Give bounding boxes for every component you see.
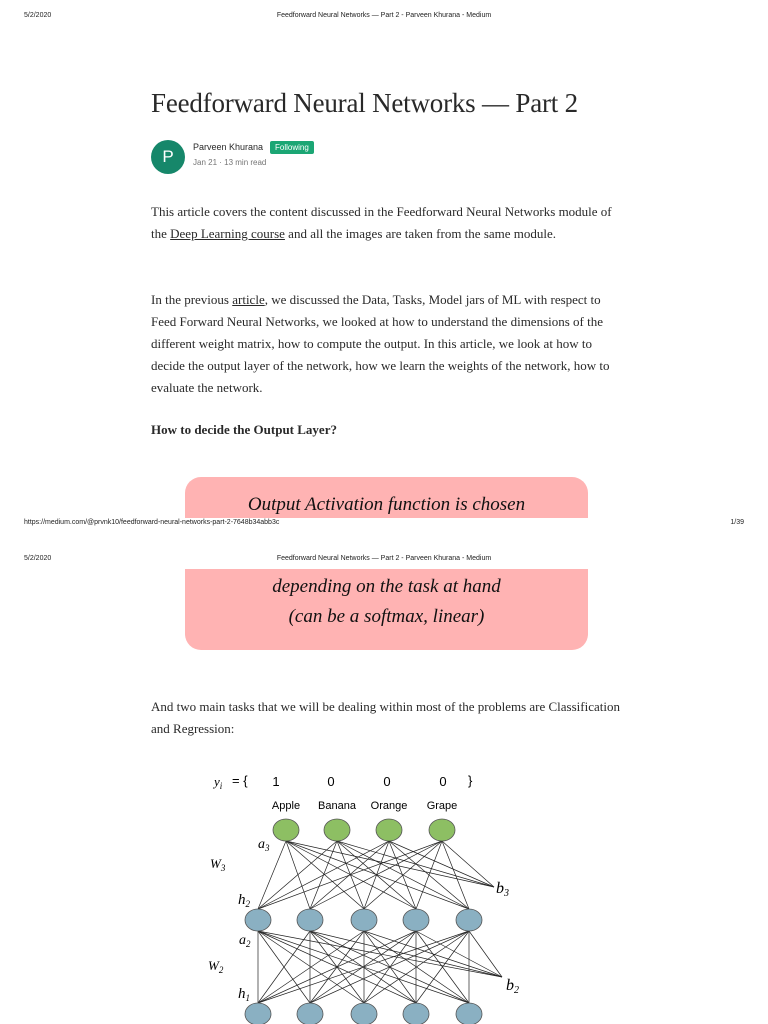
y-close-brace: } [468, 773, 473, 788]
paragraph-tasks: And two main tasks that we will be dealing within most of the problems are Classification and Regression: [151, 699, 620, 736]
output-node [324, 819, 350, 841]
print-date: 5/2/2020 [24, 12, 52, 19]
hidden-node-layer2 [456, 909, 482, 931]
hidden-node-layer2 [297, 909, 323, 931]
bias-edge [258, 931, 502, 977]
callout-line-1: Output Activation function is chosen [247, 494, 526, 515]
print-url: https://medium.com/@prvnk10/feedforward-neural-networks-part-2-7648b34abb3c [24, 519, 280, 526]
print-doc-title: Feedforward Neural Networks — Part 2 - Parveen Khurana - Medium [276, 555, 492, 562]
weight-edge [286, 841, 416, 909]
print-header [0, 555, 768, 569]
callout-line-2: depending on the task at hand [272, 576, 501, 597]
callout-box-top [185, 477, 588, 518]
label-h1: $h_1$ [238, 986, 250, 1003]
class-label: Banana [318, 800, 356, 812]
class-labels [272, 800, 457, 812]
paragraph-text: In the previous [151, 292, 233, 307]
print-date: 5/2/2020 [24, 555, 52, 562]
previous-article-link[interactable]: article [232, 292, 265, 307]
class-label: Grape [426, 800, 458, 812]
hidden-node-layer2 [351, 909, 377, 931]
bias-edge [286, 841, 494, 887]
print-doc-title: Feedforward Neural Networks — Part 2 - Parveen Khurana - Medium [276, 12, 492, 19]
print-header [0, 12, 768, 26]
label-h2: $h_2$ [238, 892, 250, 909]
paragraph-intro [151, 201, 621, 245]
output-node [429, 819, 455, 841]
paragraph-text: and all the images are taken from the same module. [284, 226, 557, 241]
print-footer [0, 519, 768, 533]
output-value: 0 [327, 774, 335, 789]
following-button[interactable]: Following [270, 141, 314, 154]
hidden-node-layer1 [351, 1003, 377, 1024]
avatar-initial: P [162, 147, 174, 166]
bias-edge [442, 841, 494, 887]
class-label: Orange [370, 800, 408, 812]
hidden-node-layer2 [245, 909, 271, 931]
hidden-node-layer2 [403, 909, 429, 931]
bias-edge [364, 931, 502, 977]
label-b2: b2 [506, 977, 519, 996]
post-meta: Jan 21 · 13 min read [193, 158, 267, 167]
label-W2: $W_2$ [208, 958, 224, 975]
y-equals-brace: = { [232, 773, 248, 788]
paragraph-text: , we discussed the Data, Tasks, Model jars of ML with respect to Feed Forward Neural Networks, we looked at how to understand the dimensions of the different weight matrix, how to compute the output. In this article, we look at how to decide the output layer of the network, how we learn the weights of the network, how to evaluate the network. [151, 292, 610, 395]
y-label: $y_i$ [214, 774, 223, 791]
deep-learning-course-link[interactable]: Deep Learning course [170, 226, 285, 241]
class-label: Apple [271, 800, 301, 812]
network-nodes [245, 819, 482, 1024]
paragraph-previous [151, 289, 621, 399]
hidden-node-layer1 [245, 1003, 271, 1024]
avatar[interactable] [151, 140, 185, 174]
article-title: Feedforward Neural Networks — Part 2 [151, 88, 578, 118]
callout-box-bottom [185, 569, 588, 650]
output-node [376, 819, 402, 841]
weight-edge [389, 841, 469, 909]
print-page-number: 1/39 [730, 519, 744, 526]
output-node [273, 819, 299, 841]
output-value: 1 [272, 774, 280, 789]
output-value: 0 [439, 774, 447, 789]
neural-network-diagram [190, 760, 550, 1024]
section-heading: How to decide the Output Layer? [151, 422, 337, 437]
label-a3: $a_3$ [258, 837, 270, 853]
label-a2: $a_2$ [239, 933, 251, 949]
output-value: 0 [383, 774, 391, 789]
label-b3: b3 [496, 880, 509, 899]
weight-edge [442, 841, 469, 909]
paragraph-text: This article covers the content discussed in the Feedforward Neural Networks module of the [151, 204, 612, 241]
hidden-node-layer1 [456, 1003, 482, 1024]
weight-edge [337, 841, 469, 909]
callout-line-3: (can be a softmax, linear) [288, 606, 485, 627]
author-name[interactable]: Parveen Khurana [193, 142, 264, 152]
label-W3: $W_3$ [210, 856, 226, 873]
output-values [272, 774, 446, 789]
hidden-node-layer1 [403, 1003, 429, 1024]
hidden-node-layer1 [297, 1003, 323, 1024]
